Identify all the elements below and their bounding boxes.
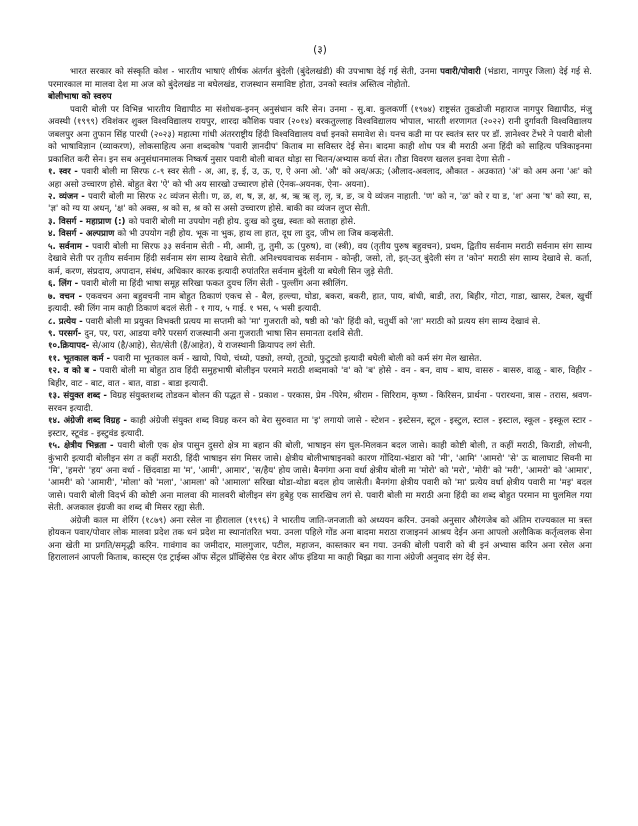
- list-item: [48, 316, 592, 328]
- item-text: एकवचन अना बहुवचनी नाम बोहुत ठिकाणं एकच से - बैल, हल्ल्या, घोडा, बकरा, बकरी, हात, पाय, बांधी, बाडी, तरा, बिहीर, गोटा, गाडा, खासर, टेबल, खुर्ची इत्यादी. स्त्री लिंग नाम काही ठिकाणं बदलं सेती - १ गाय, ५ गाई. १ भस, ५ भसी इत्यादी.: [48, 291, 592, 315]
- list-item: [48, 340, 592, 352]
- intro-text-1: भारत सरकार को संस्कृति कोश - भारतीय भाषाएं शीर्षक अंतर्गत बुंदेली (बुंदेलखंडी) की उपभाषा देई गई सेती, उनमा: [70, 67, 441, 78]
- list-item: [48, 216, 592, 228]
- item-label: १३. संयुक्त शब्द -: [48, 391, 111, 402]
- item-text: को पवारी बोली मा उपयोग नही होय. दुःख को दुख, स्वतः को सताहा होसे.: [128, 216, 356, 227]
- list-item: [48, 228, 592, 240]
- item-label: १. स्वर -: [48, 167, 82, 178]
- item-label: ९. परसर्ग-: [48, 328, 85, 339]
- item-text: पवारी बोली मा सिरफ ३३ सर्वनाम सेती - मी, आमी, तु, तुमी, ऊ (पुरुष), वा (स्त्री), वय (तृतीय पुरुष बहुवचन), प्रथम, द्वितीय सर्वनाम मराठी सर्वनाम संग साम्य देखावे सेती पर तृतीय सर्वनाम हिंदी सर्वनाम संग साम्य देखावे सेती. अनिश्चयवाचक सर्वनाम - कोन्ही, जसो, तो, इत्-उत् बुंदेली संग त 'कोन' मराठी संग साम्य देखावे से. कर्ता, कर्म, करण, संप्रदाय, अपादान, संबंध, अधिकार कारक इत्यादी रुपांतरित सर्वनाम बुंदेली या बघेली सिन जुड़े सेती.: [48, 241, 593, 277]
- list-item: [48, 166, 592, 191]
- list-item: [48, 241, 592, 278]
- item-text: दुन, पर, परा, आडया वगैरे परसर्ग राजस्थानी अना गुजराती भाषा सिन समानता दर्शावे सेती.: [84, 328, 364, 339]
- list-item: [48, 291, 592, 316]
- list-item: [48, 440, 592, 515]
- list-item: [48, 191, 592, 216]
- item-text: काही अंग्रेजी संयुक्त शब्द विग्रह करन को बेरा सुरुवात मा 'इ' लगायो जासे - स्टेशन - इस्टेसन, स्टूल - इस्टुल, स्टाल - इस्टाल, स्कूल - इस्कूल स्टार - इस्टार, स्टूवंड - इस्टुवंड इत्यादी.: [48, 416, 592, 439]
- item-text: पवारी बोली मा हिंदी भाषा समूह सरिखा फकत दुयच लिंग सेती - पुल्लींग अना स्त्रीलिंग.: [81, 279, 349, 290]
- item-label: २. व्यंजन -: [48, 191, 89, 202]
- list-item: [48, 415, 592, 440]
- item-label: ६. लिंग -: [48, 279, 82, 290]
- item-text: पवारी बोली एक क्षेत्र पासुन दुसरो क्षेत्र मा बहान की बोली, भाषाइन संग घुल-मिलकन बदल जासे। काही कोष्टी बोली, त कहीं मराठी, किराडी, लोधनी, कुंभारी इत्यादी बोलीइन संग त कहीं मराठी, हिंदी भाषाइन संग मिसर जासे। क्षेत्रीय बोलीभाषाइनको कारण गोंदिया-भंडारा को 'मी', 'आमि' 'आमरो' 'से' ऊ बालाघाट सिवनी मा 'मि', 'हमरो' 'हय' अना वर्धा - छिंदवाडा मा 'म', 'आमी', आमार', 'स/हैय' होय जासे। बैनगंगा अना वर्धा क्षेत्रीय बोली मा 'मोरो' को 'मरो', 'मोरी' को 'मरी', 'आमरो' को 'आमार', 'आमरी' को 'आमारी', 'मोला' को 'मला', 'आमला' को 'आमाला' सरिखा थोडा-थोडा बदल होय जासेती। बैनगंगा क्षेत्रीय पवारी को 'मा' प्रत्येय वर्धा क्षेत्रीय पवारी मा 'मइ' बदल जासे। पवारी बोली विदर्भ की कोष्टी अना मालवा की मालवरी बोलीइन संग हुबेहु एक सारखिच लगं से. पवारी बोली मा मराठी अना हिंदी का शब्द बोहुत परमान मा घुलमिल गया सेती. अजकाल इंग्रजी का शब्द बी मिसर रह्या सेती.: [48, 441, 592, 514]
- section-heading: बोलीभाषा को स्वरुप: [48, 92, 112, 103]
- paragraph-research: पवारी बोली पर विभिन्न भारतीय विद्यापीठ मा संशोधक-इनन् अनुसंधान करि सेन। उनमा - सु.बा. कुलकर्णी (१९७४) राष्ट्रसंत तुकडोजी महाराज नागपुर विद्यापीठ, मंजु अवस्थी (१९९९) रविशंकर शुक्ल विश्वविद्यालय रायपुर, शारदा कौशिक पवार (२०१४) बरकतुल्लाह विश्वविद्यालय भोपाल, भारती शरणागत (२०२२) रानी दुर्गावती विश्वविद्यालय जबलपुर अना तुफान सिंह पारधी (२०२३) महात्मा गांधी अंतरराष्ट्रीय हिंदी विश्वविद्यालय वर्धा इनको समावेश से। यनच कडी मा पर स्वतंत्र स्तर पर डॉ. ज्ञानेश्वर टेंभरे ने पवारी बोली को भाषाविज्ञान (व्याकरण), लोकसाहित्य अना शब्दकोष 'पवारी ज्ञानदीप' किताब मा सविस्तर देई सेन। बादमा काही शोध पत्र बी मराठी अना हिंदी को साहित्य पत्रिकाइनमा प्रकाशित करी सेन। इन सब अनुसंधानमालक निष्कर्ष नुसार पवारी बोली बाबत थोड़ा सा चितन/अभ्यास कर्या सेत। तौडा विवरण खलल इनवा देणा सेती -: [48, 104, 592, 165]
- item-label: ५. सर्वनाम -: [48, 241, 93, 252]
- item-text: पवारी मा भूतकाल कर्म - खायो, पियो, चंध्यो, पड्यो, लग्यो, तुट्यो, फुटुट्यो इत्यादी बघेली बोली को कर्म संग मेल खासेत.: [113, 353, 482, 364]
- item-text: पवारी बोली मा सिरफ ८-९ स्वर सेती - अ, आ, इ, ई, उ, ऊ, ए, ऐ अना ओ. 'औ' को अव/अऊ; (औलाद-अवलाद, औकात - अउकात) 'अं' को अम अना 'अः' को अहा असो उच्चारण होसे. बोहुत बेरा 'ऐ' को भी अय सारखो उच्चारण होसे (ऐनक-अयनक, ऐना- अयना).: [48, 167, 592, 190]
- intro-paragraph: [48, 66, 592, 91]
- item-label: ७. वचन -: [48, 291, 86, 302]
- item-text: विग्रह संयुक्तशब्द तोडकन बोलन की पद्धत से - प्रकाश - परकास, प्रेम -पिरेम, श्रीराम - सिरिराम, कृष्ण - किरिसन, प्रार्थना - परारथना, त्रास - तरास, श्रवण- सरवन इत्यादी.: [48, 391, 592, 414]
- item-label: १२. व को ब -: [48, 366, 100, 377]
- item-label: ८. प्रत्येय -: [48, 316, 86, 327]
- list-item: [48, 353, 592, 365]
- list-item: [48, 365, 592, 390]
- item-label: ३. विसर्ग - महाप्राण (:): [48, 216, 129, 227]
- grammar-points-list: [48, 166, 592, 515]
- item-text: से/आय (है/आहे), सेत/सेती (हैं/आहेत), ये राजस्थानी क्रियापद लगं सेती.: [92, 341, 316, 352]
- item-label: १०.क्रियापद-: [48, 341, 93, 352]
- list-item: [48, 328, 592, 340]
- item-text: पवारी बोली मा प्रयुक्त विभक्ती प्रत्यय मा सप्तमी को 'मा' गुजराती को, षष्ठी को 'को' हिंदी को, चतुर्थी को 'ला' मराठी को प्रत्यय संग साम्य देखावं से.: [85, 316, 541, 327]
- item-label: ११. भूतकाल कर्म -: [48, 353, 114, 364]
- list-item: [48, 278, 592, 290]
- item-label: १५. क्षेत्रीय भिन्नता -: [48, 441, 118, 452]
- page-number: (३): [313, 44, 327, 56]
- item-text: को भी उपयोग नही होय. भूक ना भुक, हाथ ला हात, दूध ला दुद, जीभ ला जिब कव्हसेती.: [117, 229, 394, 240]
- list-item: [48, 390, 592, 415]
- item-label: १४. अंग्रेजी शब्द विग्रह -: [48, 416, 131, 427]
- intro-text-2: (भंडारा, नागपुर जिला) देई गई से. परमारकाल मा मालवा देश मा अज को बुंदेलखंड ना बघेलखंड, राजस्थान समाविष्ट होता, उनको स्वतंत्र अस्तित्व नोहोतो.: [48, 67, 592, 90]
- item-text: पवारी बोली मा बोहुत ठाव हिंदी समुहभाषी बोलीइन परमाने मराठी शब्दमाको 'व' को 'ब' होसे - वन - बन, वाघ - बाघ, वासरु - बासरु, वाळू - बारु, विहीर - बिहीर, वाट - बाट, वात - बात, वाडा - बाडा इत्यादी.: [48, 366, 593, 389]
- paragraph-history: अंग्रेजी काल मा शेरिंग (१८७९) अना रसेल ना हीरालाल (१९१६) ने भारतीय जाति-जनजाती को अध्ययन करिन. उनको अनुसार औरंगजेब को अंतिम राज्यकाल मा त्रस्त होयकन पवार/पोवार लोक मालवा प्रदेश तक धनं प्रदेश मा स्थानांतरित भया. उनला पहिले गोंड अना बादमा मराठा राजाइननं आश्रय देईन अना आपलो अलौकिक कर्तृत्वलक सेना अना खेती मा प्रगति/समृद्धी करिन. गावंगाव का जमीदार, मालगुजार, पटील, महाजन, कास्तकार बन गया. उनकी बोली पवारी को बी इनं अभ्यास करिन अना रसेल अना हिरालालनं आपली किताब, कास्ट्स एंड ट्राईब्स ऑफ सेंट्रल प्रॉव्हिंसेस एंड बेरार ऑफ इंडिया मा काही बिझ्रा का गाना अंग्रेजी अनुवाद संग देई सेन.: [48, 515, 592, 564]
- item-label: ४. विसर्ग - अल्पप्राण: [48, 229, 118, 240]
- intro-bold-term: पवारी/पोवारी: [440, 67, 481, 78]
- item-text: पवारी बोली मा सिरफ २८ व्यंजन सेती। ण, ळ, श, ष, ज्ञ, क्ष, श्र, ऋ ऋ लृ, लृ, त्र, ङ, ञ ये व्यंजन नाहाती. 'ण' को न, 'ळ' को र या ड, 'श' अना 'ष' को स्या, स, 'ज्ञ' को ग्य या अधन्, 'क्ष' को अक्स, श्र को स, श्र को स असो उच्चारण होसे. बाकी का व्यंजन लुप्त सेती.: [48, 191, 592, 215]
